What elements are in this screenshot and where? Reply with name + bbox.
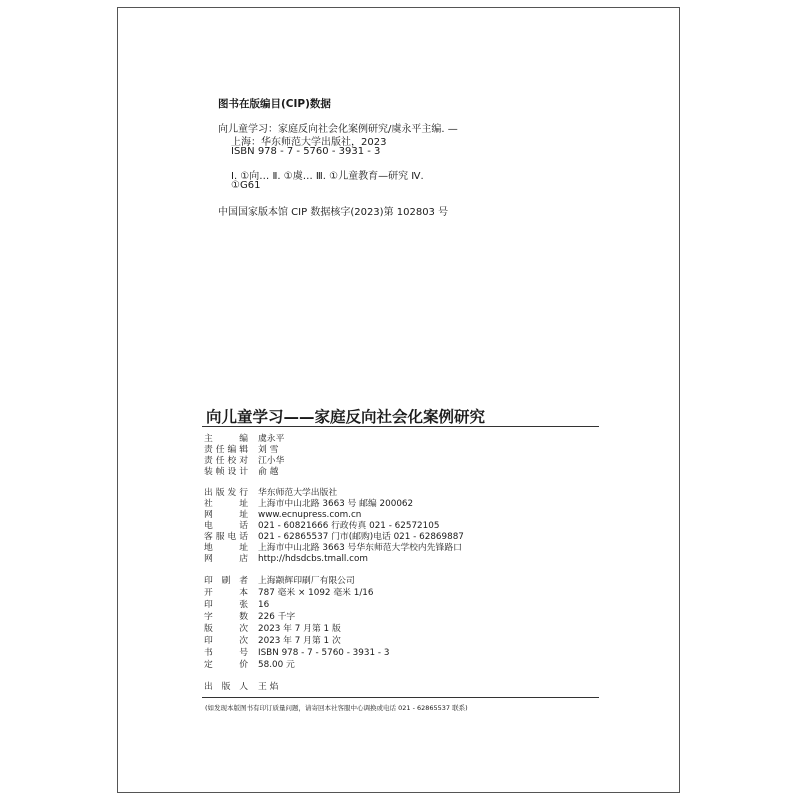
spec-label: 版 次 [204,624,248,634]
credit-value: 虞永平 [258,434,285,444]
spec-value: 2023 年 7 月第 1 版 [258,624,341,634]
cip-line-5: ①G61 [231,180,261,191]
spec-value: 58.00 元 [258,660,295,670]
publisher-value: 021 - 62865537 门市(邮购)电话 021 - 62869887 [258,532,464,542]
spec-label: 印 次 [204,636,248,646]
spec-label: 书 号 [204,648,248,658]
publisher-label: 出版发行 [204,488,248,498]
cip-line-3: ISBN 978 - 7 - 5760 - 3931 - 3 [231,146,381,157]
footnote: (如发现本版图书有印订质量问题，请寄回本社客服中心调换或电话 021 - 62865537 联系) [205,704,468,712]
publisher-label: 电 话 [204,521,248,531]
spec-value: 16 [258,600,270,610]
publisher-label: 地 址 [204,543,248,553]
publisher-value: http://hdsdcbs.tmall.com [258,554,368,564]
publisher-label: 社 址 [204,499,248,509]
spec-label: 印 刷 者 [204,576,248,586]
spec-value: 上海颛辉印刷厂有限公司 [258,576,355,586]
credit-label: 责任编辑 [204,445,248,455]
spec-value: 226 千字 [258,612,296,622]
publisher-value: www.ecnupress.com.cn [258,510,362,520]
publisher-label: 网 址 [204,510,248,520]
credit-label: 装帧设计 [204,467,248,477]
cip-line-4: Ⅰ. ①向… Ⅱ. ①虞… Ⅲ. ①儿童教育—研究 Ⅳ. [231,171,424,182]
divider-line [202,426,599,427]
book-title: 向儿童学习——家庭反向社会化案例研究 [206,408,486,426]
credit-value: 江小华 [258,456,285,466]
publisher-person-value: 王 焰 [258,682,279,692]
publisher-label: 网 店 [204,554,248,564]
spec-value: 787 毫米 × 1092 毫米 1/16 [258,588,374,598]
spec-label: 定 价 [204,660,248,670]
publisher-value: 上海市中山北路 3663 号 邮编 200062 [258,499,414,509]
spec-value: ISBN 978 - 7 - 5760 - 3931 - 3 [258,648,390,658]
cip-heading: 图书在版编目(CIP)数据 [218,98,331,110]
credit-value: 刘 雪 [258,445,279,455]
spec-label: 印 张 [204,600,248,610]
credit-value: 俞 越 [258,467,279,477]
credit-label: 责任校对 [204,456,248,466]
publisher-value: 上海市中山北路 3663 号华东师范大学校内先锋路口 [258,543,462,553]
publisher-value: 021 - 60821666 行政传真 021 - 62572105 [258,521,440,531]
footnote-divider [202,697,599,698]
cip-record: 中国国家版本馆 CIP 数据核字(2023)第 102803 号 [218,207,449,218]
publisher-person-label: 出 版 人 [204,682,248,692]
spec-label: 开 本 [204,588,248,598]
spec-label: 字 数 [204,612,248,622]
spec-value: 2023 年 7 月第 1 次 [258,636,341,646]
publisher-value: 华东师范大学出版社 [258,488,338,498]
cip-line-1: 向儿童学习：家庭反向社会化案例研究/虞永平主编. — [218,124,458,135]
cip-line-2: 上海：华东师范大学出版社，2023 [231,137,387,148]
credit-label: 主 编 [204,434,248,444]
publisher-label: 客服电话 [204,532,248,542]
